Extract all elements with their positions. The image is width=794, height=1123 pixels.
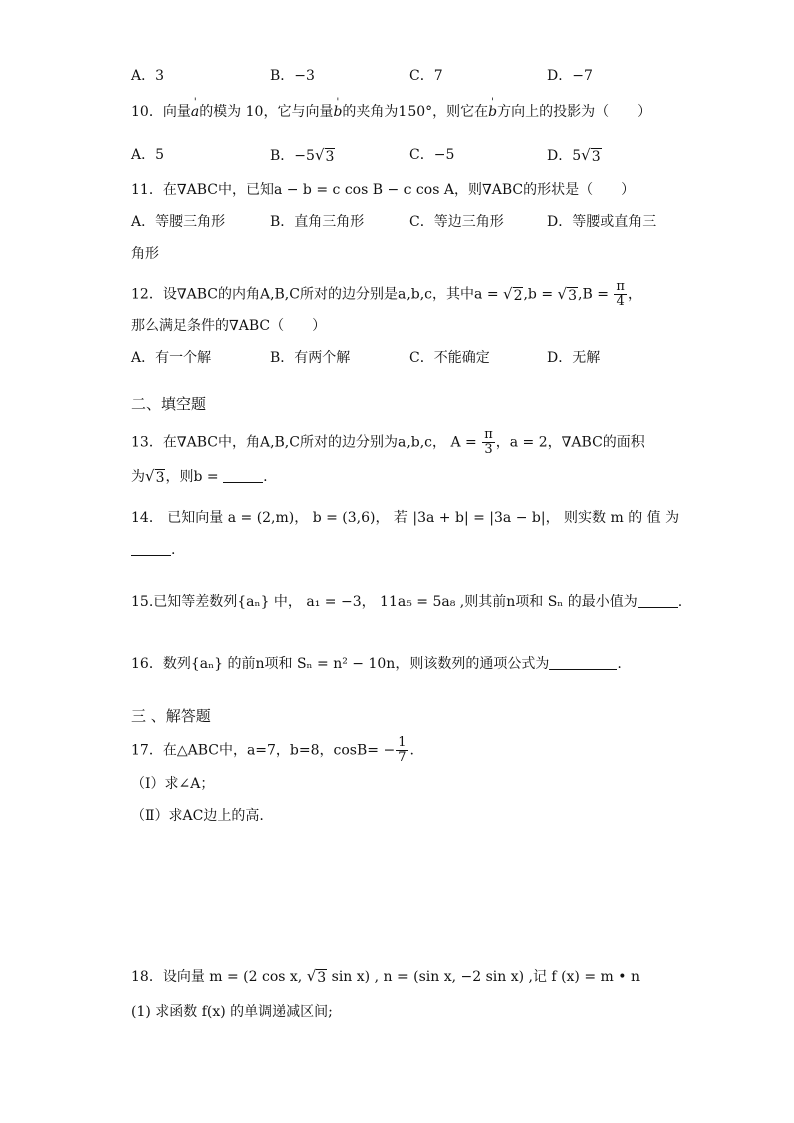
q18-part-1: (1) 求函数 f(x) 的单调递减区间; [131,1004,333,1020]
q9-option-b: B．−3 [270,68,315,84]
q12-option-a: A．有一个解 [131,350,212,366]
q12-option-b: B．有两个解 [270,350,351,366]
q12-stem-line2: 那么满足条件的∇ABC（ ） [131,318,327,334]
section-answer-title: 三 、解答题 [131,707,211,725]
q11-option-d-wrap: 角形 [131,246,159,262]
q11-option-b: B．直角三角形 [270,214,365,230]
q9-option-d: D．−7 [547,68,593,84]
q11-option-d: D．等腰或直角三 [547,214,657,230]
q10-option-a: A．5 [131,147,165,163]
q11-option-a: A．等腰三角形 [131,214,226,230]
q17-stem: 17．在△ABC中，a=7，b=8，cosB= − $\frac{1}{7}$ . [131,735,414,765]
q16-answer-blank[interactable] [549,655,617,670]
q9-option-c: C．7 [409,68,443,84]
q17-part-2: （Ⅱ）求AC边上的高. [131,808,264,824]
q9-option-a: A．3 [131,68,165,84]
q14-stem: 14． 已知向量 a = (2,m)， b = (3,6)， 若 |3a + b| = |3a − b|， 则实数 m 的 值 为 [131,510,680,526]
q11-option-c: C．等边三角形 [409,214,504,230]
q16-stem: 16．数列{aₙ} 的前n项和 Sₙ = n² − 10n，则该数列的通项公式为 . [131,656,622,672]
q12-option-c: C．不能确定 [409,350,490,366]
q10-option-d: D．5 √ 3 [547,146,601,165]
q17-part-1: （Ⅰ）求∠A； [131,776,215,792]
q13-answer-blank[interactable] [223,468,263,483]
q11-stem: 11．在∇ABC中，已知a − b = c cos B − c cos A，则∇ABC的形状是（ ） [131,182,636,198]
q18-stem: 18．设向量 m = (2 cos x, √ 3 sin x) , n = (sin x, −2 sin x) ,记 f (x) = m • n [131,967,640,986]
q10-stem: 10．向量' a的模为 10，它与向量' b的夹角为150°，则它在' b方向上的投影为（ ） [131,102,651,122]
q14-answer-line: . [131,540,175,560]
q15-answer-blank[interactable] [638,593,678,608]
q12-stem: 12．设∇ABC的内角A,B,C所对的边分别是a,b,c，其中a = √ 2 ,b = √ 3 ,B = $\frac{\pi}{4}$ ， [131,279,642,309]
q13-stem: 13．在∇ABC中，角A,B,C所对的边分别为a,b,c， A = $\frac{\pi}{3}$ ，a = 2，∇ABC的面积 [131,427,645,457]
q12-option-d: D．无解 [547,350,601,366]
q10-option-b: B．−5 √ 3 [270,146,335,165]
q15-stem: 15.已知等差数列{aₙ} 中， a₁ = −3， 11a₅ = 5a₈ ,则其前n项和 Sₙ 的最小值为 . [131,594,683,610]
q13-stem-line2: 为 √ 3 ，则b = . [131,467,268,486]
section-fill-in-title: 二、填空题 [131,395,207,413]
q10-option-c: C．−5 [409,147,455,163]
q14-answer-blank[interactable] [131,541,171,556]
